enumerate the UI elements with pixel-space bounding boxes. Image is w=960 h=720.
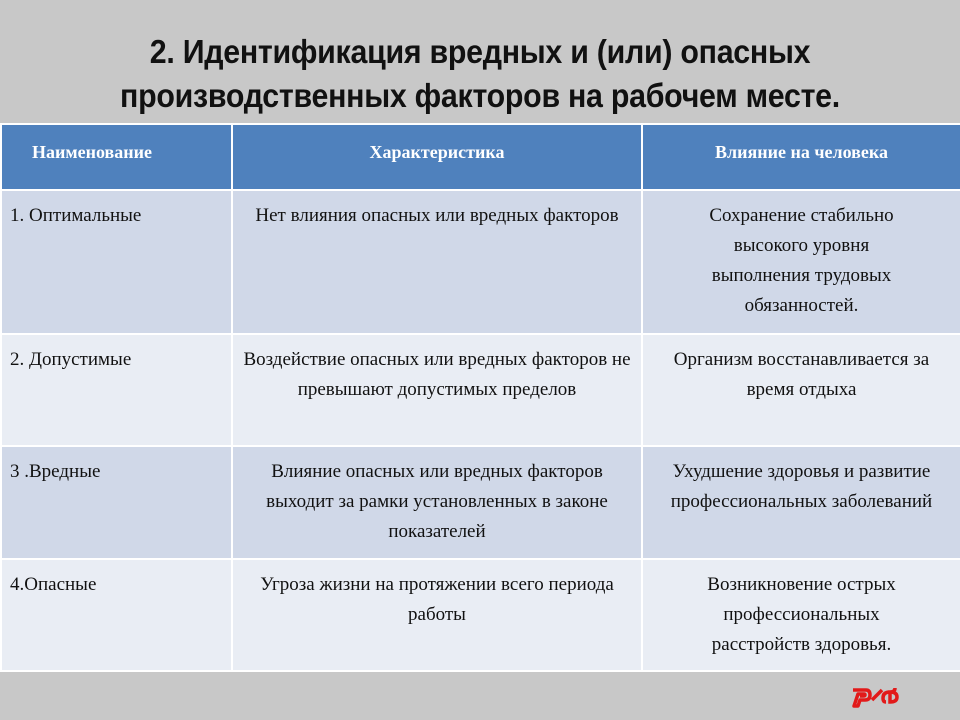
rzd-logo-icon xyxy=(850,684,906,708)
rzd-logo xyxy=(850,684,906,713)
header-impact: Влияние на человека xyxy=(642,124,960,190)
cell-impact: Ухудшение здоровья и развитие профессиональных заболеваний xyxy=(642,446,960,559)
header-name: Наименование xyxy=(1,124,232,190)
table-row xyxy=(1,334,960,446)
slide-title xyxy=(38,30,921,118)
cell-name: 3 .Вредные xyxy=(1,446,232,559)
table-header-row xyxy=(1,124,960,190)
slide-title-line1: 2. Идентификация вредных и (или) опасных xyxy=(149,33,811,70)
cell-name: 2. Допустимые xyxy=(1,334,232,446)
cell-characteristic: Нет влияния опасных или вредных факторов xyxy=(232,190,642,334)
cell-characteristic: Воздействие опасных или вредных факторов не превышают допустимых пределов xyxy=(232,334,642,446)
table-row xyxy=(1,559,960,671)
slide-title-line2: производственных факторов на рабочем месте. xyxy=(120,77,840,114)
cell-impact: Возникновение острых профессиональных расстройств здоровья. xyxy=(642,559,960,671)
factors-table xyxy=(0,123,960,672)
cell-impact: Сохранение стабильно высокого уровня выполнения трудовых обязанностей. xyxy=(642,190,960,334)
cell-name: 4.Опасные xyxy=(1,559,232,671)
cell-name: 1. Оптимальные xyxy=(1,190,232,334)
cell-impact: Организм восстанавливается за время отдыха xyxy=(642,334,960,446)
header-characteristic: Характеристика xyxy=(232,124,642,190)
table-row xyxy=(1,190,960,334)
table-row xyxy=(1,446,960,559)
cell-characteristic: Влияние опасных или вредных факторов выходит за рамки установленных в законе показателей xyxy=(232,446,642,559)
cell-characteristic: Угроза жизни на протяжении всего периода работы xyxy=(232,559,642,671)
